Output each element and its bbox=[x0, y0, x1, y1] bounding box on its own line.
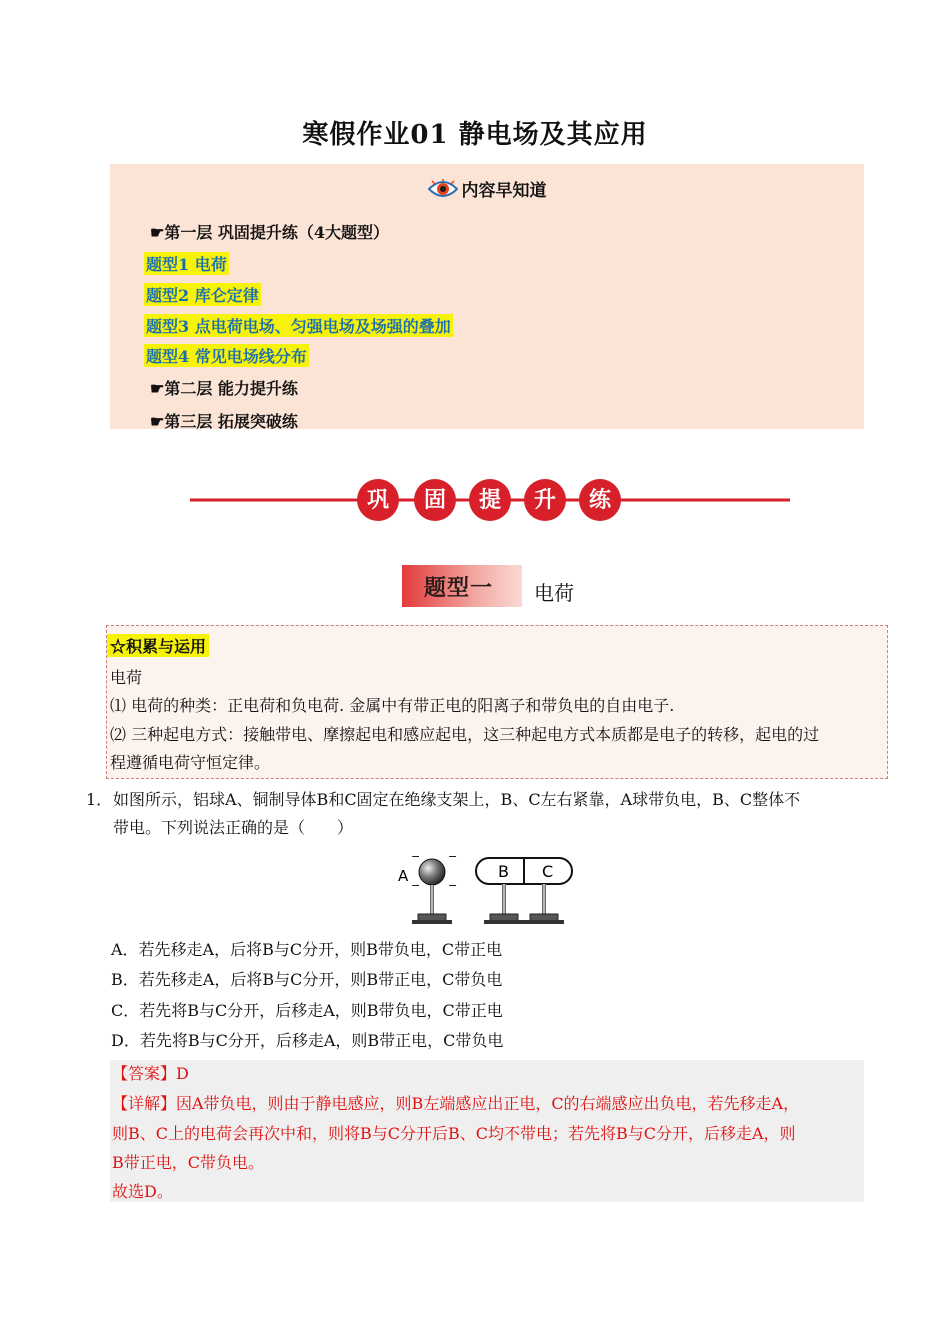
answer-box bbox=[110, 1060, 864, 1202]
toc-box bbox=[110, 164, 864, 429]
svg-text:升: 升 bbox=[533, 488, 557, 513]
toc-type-2[interactable]: 题型2 库仑定律 bbox=[144, 283, 261, 306]
answer-label: 【答案】D bbox=[112, 1064, 189, 1083]
toc-layer-3[interactable]: ☛第三层 拓展突破练 bbox=[150, 412, 298, 431]
answer-detail-2: 则B、C上的电荷会再次中和，则将B与C分开后B、C均不带电；若先将B与C分开，后移走A，则 bbox=[112, 1124, 796, 1143]
toc-heading-text: 内容早知道 bbox=[461, 181, 547, 201]
toc-type-4[interactable]: 题型4 常见电场线分布 bbox=[144, 344, 309, 367]
question-figure bbox=[396, 852, 578, 934]
banner-char-1 bbox=[357, 479, 399, 521]
svg-text:C: C bbox=[542, 862, 554, 881]
svg-text:B: B bbox=[498, 862, 509, 881]
svg-text:−: − bbox=[411, 879, 421, 892]
answer-detail-3: B带正电，C带负电。 bbox=[112, 1153, 265, 1172]
answer-detail-1: 【详解】因A带负电，则由于静电感应，则B左端感应出正电，C的右端感应出负电，若先移走A， bbox=[112, 1094, 800, 1113]
knowledge-line-2: ⑴ 电荷的种类：正电荷和负电荷. 金属中有带正电的阳离子和带负电的自由电子. bbox=[110, 696, 675, 715]
answer-conclusion: 故选D。 bbox=[112, 1182, 173, 1201]
knowledge-line-1: 电荷 bbox=[110, 668, 143, 687]
svg-text:−: − bbox=[448, 852, 458, 863]
question-number: 1． bbox=[86, 790, 113, 809]
knowledge-line-4: 程遵循电荷守恒定律。 bbox=[110, 753, 271, 772]
option-b[interactable]: B．若先移走A，后将B与C分开，则B带正电，C带负电 bbox=[111, 970, 503, 989]
sphere-a bbox=[419, 859, 445, 885]
banner-char-3 bbox=[469, 479, 511, 521]
svg-text:提: 提 bbox=[478, 488, 502, 513]
option-c[interactable]: C．若先将B与C分开，后移走A，则B带负电，C带正电 bbox=[111, 1001, 503, 1020]
banner-char-4 bbox=[524, 479, 566, 521]
toc-layer-2[interactable]: ☛第二层 能力提升练 bbox=[150, 379, 298, 398]
svg-text:练: 练 bbox=[588, 488, 612, 513]
toc-type-1[interactable]: 题型1 电荷 bbox=[144, 252, 229, 275]
toc-type-3[interactable]: 题型3 点电荷电场、匀强电场及场强的叠加 bbox=[144, 314, 453, 337]
section-badge: 题型一 bbox=[402, 565, 522, 607]
option-d[interactable]: D．若先将B与C分开，后移走A，则B带正电，C带负电 bbox=[111, 1031, 504, 1050]
svg-text:固: 固 bbox=[423, 488, 447, 513]
banner-char-2 bbox=[414, 479, 456, 521]
toc-layer-1[interactable]: ☛第一层 巩固提升练（4大题型） bbox=[150, 223, 390, 242]
toc-heading bbox=[110, 176, 864, 204]
knowledge-line-3: ⑵ 三种起电方式：接触带电、摩擦起电和感应起电，这三种起电方式本质都是电子的转移，起电的过 bbox=[110, 725, 820, 744]
page-title: 寒假作业01 静电场及其应用 bbox=[302, 120, 648, 150]
banner-char-5 bbox=[579, 479, 621, 521]
eye-icon bbox=[428, 179, 458, 204]
knowledge-heading: ☆积累与运用 bbox=[107, 634, 209, 657]
svg-text:−: − bbox=[448, 879, 458, 892]
knowledge-box bbox=[106, 625, 888, 779]
svg-text:−: − bbox=[411, 852, 421, 863]
option-a[interactable]: A．若先移走A，后将B与C分开，则B带负电，C带正电 bbox=[111, 940, 503, 959]
question-stem-1: 如图所示，铝球A、铜制导体B和C固定在绝缘支架上，B、C左右紧靠，A球带负电，B、C整体不 bbox=[113, 790, 801, 809]
section-banner bbox=[190, 476, 790, 524]
svg-text:A: A bbox=[398, 867, 409, 885]
section-name: 电荷 bbox=[534, 581, 574, 605]
svg-text:巩: 巩 bbox=[366, 488, 390, 513]
question-stem-2: 带电。下列说法正确的是（ ） bbox=[113, 818, 354, 837]
